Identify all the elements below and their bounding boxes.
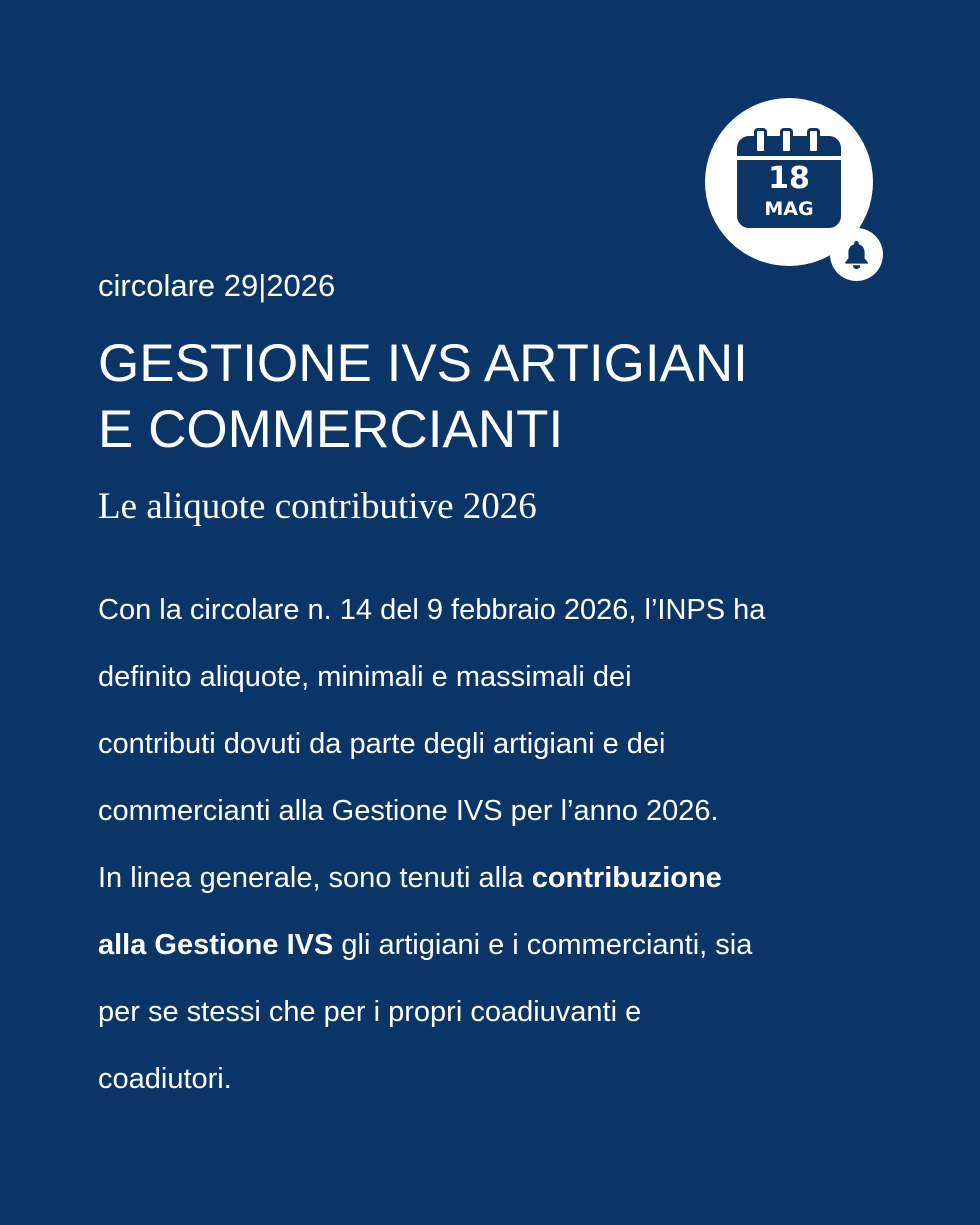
calendar-ring (780, 128, 793, 154)
body-line: commercianti alla Gestione IVS per l’anno 2026. (98, 795, 719, 827)
body-line (98, 845, 898, 912)
body-text: gli artigiani e i commercianti, sia (333, 929, 753, 961)
page-title (98, 331, 748, 463)
calendar-ring (754, 128, 767, 154)
bell-icon (842, 239, 871, 270)
body-text: In linea generale, sono tenuti alla (98, 862, 532, 894)
calendar-day: 18 (768, 161, 810, 196)
body-line: Con la circolare n. 14 del 9 febbraio 2026, l’INPS ha (98, 594, 766, 626)
body-bold-text: contribuzione (531, 862, 722, 894)
calendar-month: MAG (764, 198, 814, 220)
body-line: contributi dovuti da parte degli artigiani e dei (98, 728, 666, 760)
calendar-icon (737, 136, 841, 228)
reminder-badge (830, 228, 883, 281)
subtitle: Le aliquote contributive 2026 (98, 486, 537, 527)
circular-number: circolare 29|2026 (98, 268, 336, 303)
body-line (98, 912, 898, 979)
body-paragraph (98, 577, 898, 1113)
calendar-header-line (737, 156, 841, 160)
body-line: per se stessi che per i propri coadiuvanti e (98, 996, 642, 1028)
body-line: definito aliquote, minimali e massimali dei (98, 661, 632, 693)
title-line: GESTIONE IVS ARTIGIANI (98, 334, 748, 393)
body-line: coadiutori. (98, 1063, 232, 1095)
calendar-ring (807, 128, 820, 154)
body-bold-text: alla Gestione IVS (98, 929, 334, 961)
title-line: E COMMERCIANTI (98, 400, 564, 459)
